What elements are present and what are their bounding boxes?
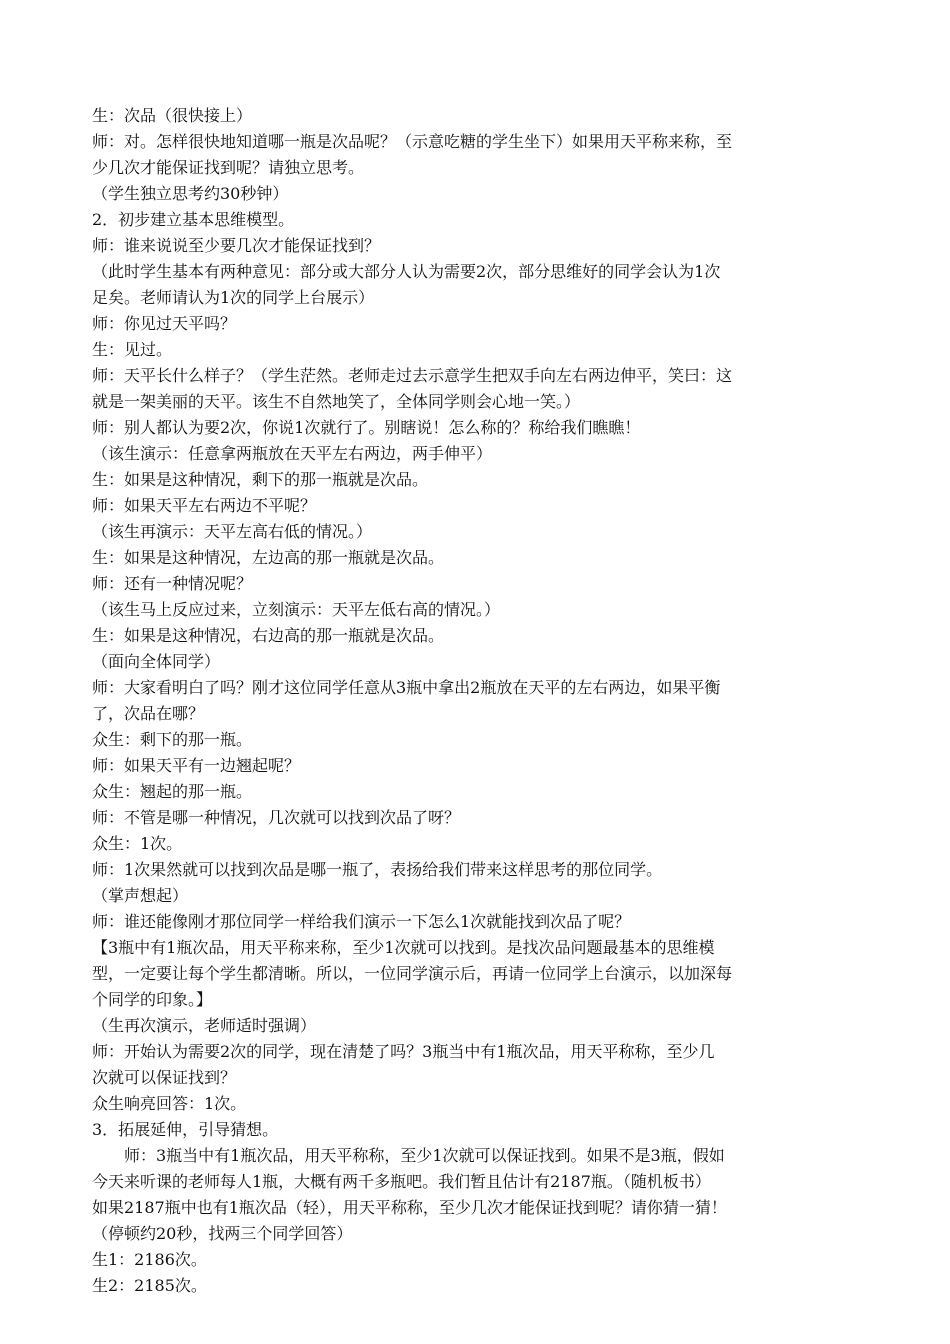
text-line: 师：如果天平左右两边不平呢？ [92, 496, 317, 515]
text-line: 师：天平长什么样子？（学生茫然。老师走过去示意学生把双手向左右两边伸平，笑曰：这 [92, 366, 733, 385]
text-line: 师：1次果然就可以找到次品是哪一瓶了，表扬给我们带来这样思考的那位同学。 [92, 860, 663, 879]
text-line: 众生：1次。 [92, 834, 183, 853]
text-line: （掌声想起） [92, 886, 189, 905]
text-line: （停顿约20秒，找两三个同学回答） [92, 1224, 353, 1243]
text-line: 足矣。老师请认为1次的同学上台展示） [92, 288, 375, 307]
text-line: 生：如果是这种情况，剩下的那一瓶就是次品。 [92, 470, 429, 489]
text-line: 师：开始认为需要2次的同学，现在清楚了吗？3瓶当中有1瓶次品，用天平称称，至少几 [92, 1042, 715, 1061]
text-line: 师：还有一种情况呢？ [92, 574, 253, 593]
text-line: 【3瓶中有1瓶次品，用天平称来称，至少1次就可以找到。是找次品问题最基本的思维模 [92, 938, 715, 957]
text-line: 众生：剩下的那一瓶。 [92, 730, 253, 749]
text-line: （学生独立思考约30秒钟） [92, 184, 289, 203]
text-line: 师：对。怎样很快地知道哪一瓶是次品呢？（示意吃糖的学生坐下）如果用天平称来称，至 [92, 132, 733, 151]
text-line: 了，次品在哪？ [92, 704, 205, 723]
text-line: 师：你见过天平吗？ [92, 314, 237, 333]
text-line: （生再次演示，老师适时强调） [92, 1016, 317, 1035]
text-line: 生：如果是这种情况，右边高的那一瓶就是次品。 [92, 626, 445, 645]
text-line: 师：谁来说说至少要几次才能保证找到？ [92, 236, 381, 255]
text-line: 师：3瓶当中有1瓶次品，用天平称称，至少1次就可以保证找到。如果不是3瓶，假如 [124, 1146, 725, 1165]
text-line: 众生响亮回答：1次。 [92, 1094, 247, 1113]
text-line: 2．初步建立基本思维模型。 [92, 210, 295, 229]
text-line: 师：如果天平有一边翘起呢？ [92, 756, 301, 775]
text-line: 少几次才能保证找到呢？请独立思考。 [92, 158, 365, 177]
text-line: 型，一定要让每个学生都清晰。所以，一位同学演示后，再请一位同学上台演示，以加深每 [92, 964, 733, 983]
text-line: 生：见过。 [92, 340, 173, 359]
text-line: 师：大家看明白了吗？刚才这位同学任意从3瓶中拿出2瓶放在天平的左右两边，如果平衡 [92, 678, 721, 697]
text-line: （面向全体同学） [92, 652, 221, 671]
text-line: 师：别人都认为要2次，你说1次就行了。别瞎说！怎么称的？称给我们瞧瞧！ [92, 418, 641, 437]
text-line: 生1：2186次。 [92, 1250, 207, 1269]
text-line: 如果2187瓶中也有1瓶次品（轻），用天平称称，至少几次才能保证找到呢？请你猜一猜！ [92, 1198, 727, 1217]
text-line: 生2：2185次。 [92, 1276, 207, 1295]
text-line: 今天来听课的老师每人1瓶，大概有两千多瓶吧。我们暂且估计有2187瓶。（随机板书） [92, 1172, 711, 1191]
text-line: 生：次品（很快接上） [92, 106, 253, 125]
text-line: 众生：翘起的那一瓶。 [92, 782, 253, 801]
text-line: 师：不管是哪一种情况，几次就可以找到次品了呀？ [92, 808, 461, 827]
text-line: 生：如果是这种情况，左边高的那一瓶就是次品。 [92, 548, 445, 567]
text-line: 个同学的印象。】 [92, 990, 213, 1009]
text-line: 就是一架美丽的天平。该生不自然地笑了，全体同学则会心地一笑。） [92, 392, 581, 411]
text-line: （此时学生基本有两种意见：部分或大部分人认为需要2次，部分思维好的同学会认为1次 [92, 262, 721, 281]
text-line: 师：谁还能像刚才那位同学一样给我们演示一下怎么1次就能找到次品了呢？ [92, 912, 631, 931]
text-line: 次就可以保证找到？ [92, 1068, 237, 1087]
text-line: （该生马上反应过来，立刻演示：天平左低右高的情况。） [92, 600, 501, 619]
document-page [92, 103, 862, 1299]
text-line: （该生演示：任意拿两瓶放在天平左右两边，两手伸平） [92, 444, 493, 463]
text-line: 3．拓展延伸，引导猜想。 [92, 1120, 279, 1139]
text-line: （该生再演示：天平左高右低的情况。） [92, 522, 373, 541]
